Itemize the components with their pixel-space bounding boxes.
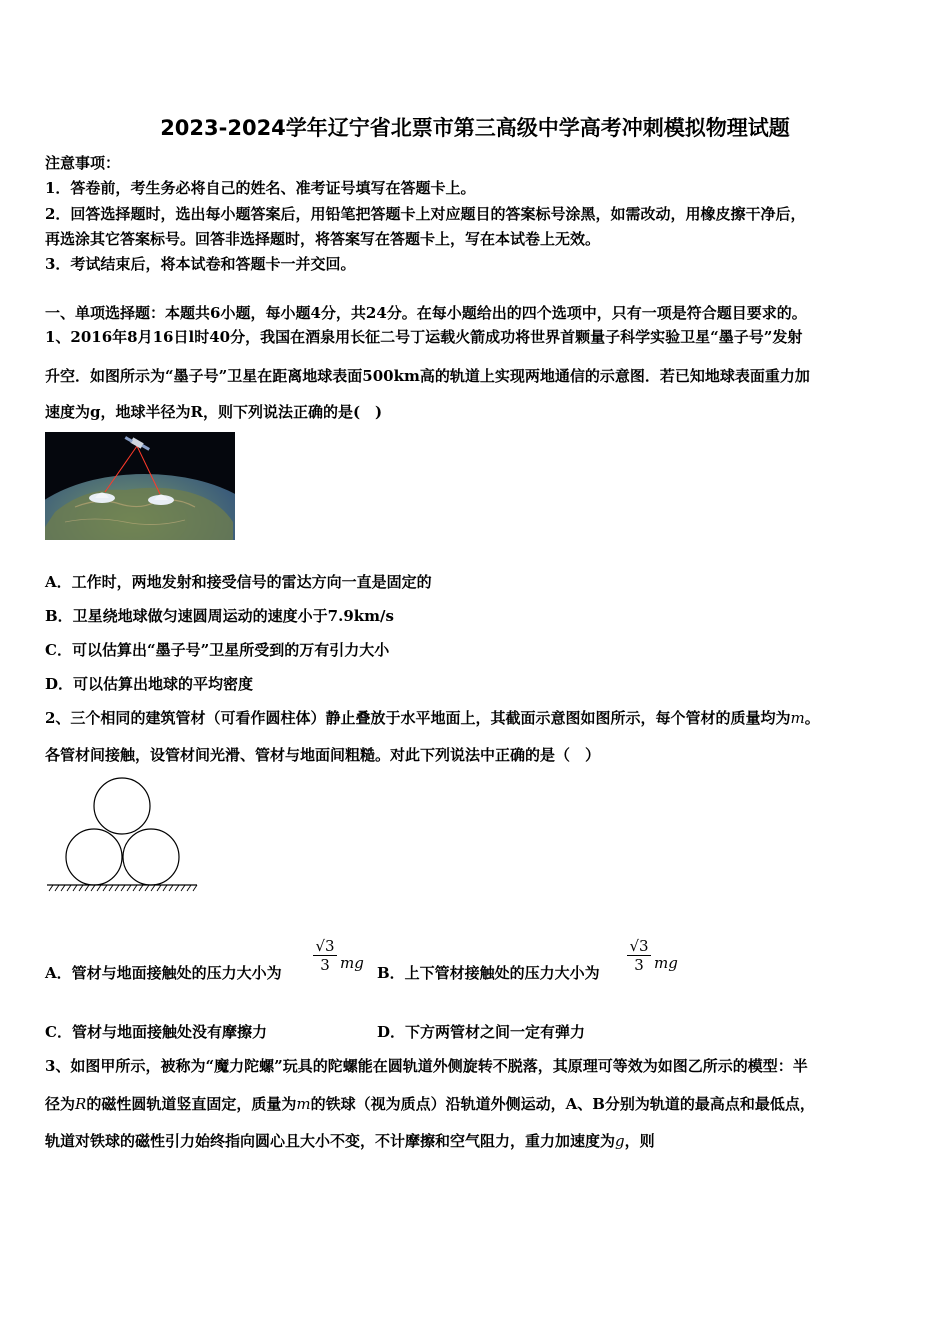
mg-term: mg <box>340 954 364 972</box>
question-text: 3、如图甲所示，被称为“魔力陀螺”玩具的陀螺能在圆轨道外侧旋转不脱落，其原理可等效为如图乙所示的模型：半 <box>45 1057 808 1075</box>
question-text: 升空．如图所示为“墨子号”卫星在距离地球表面500km高的轨道上实现两地通信的示意图．若已知地球表面重力加 <box>45 367 810 385</box>
fraction-numerator: √3 <box>313 937 337 956</box>
mg-term: mg <box>654 954 678 972</box>
question-text-main: 2、三个相同的建筑管材（可看作圆柱体）静止叠放于水平地面上，其截面示意图如图所示，每个管材的质量均为 <box>45 709 791 727</box>
pipes-figure <box>45 776 200 892</box>
gravity-variable: g <box>615 1132 625 1150</box>
satellite-figure <box>45 432 235 540</box>
question-text-part: 的铁球（视为质点）沿轨道外侧运动，A、B分别为轨道的最高点和最低点， <box>310 1095 815 1113</box>
radius-variable: R <box>75 1095 87 1113</box>
option-a: A．工作时，两地发射和接受信号的雷达方向一直是固定的 <box>45 573 432 591</box>
notes-item: 3．考试结束后，将本试卷和答题卡一并交回。 <box>45 255 356 273</box>
question-text: 各管材间接触，设管材间光滑、管材与地面间粗糙。对此下列说法中正确的是（ ） <box>45 746 601 764</box>
fraction-a <box>313 937 337 974</box>
fraction-numerator: √3 <box>627 937 651 956</box>
question-text-part: 径为 <box>45 1095 76 1113</box>
option-a: A．管材与地面接触处的压力大小为 <box>45 964 282 982</box>
section-heading: 一、单项选择题：本题共6小题，每小题4分，共24分。在每小题给出的四个选项中，只有一项是符合题目要求的。 <box>45 304 807 322</box>
question-text <box>45 1093 815 1114</box>
fraction-b <box>627 937 651 974</box>
question-text-end: 。 <box>804 709 820 727</box>
option-b: B．上下管材接触处的压力大小为 <box>377 964 600 982</box>
question-text: 1、2016年8月16日l时40分，我国在酒泉用长征二号丁运载火箭成功将世界首颗量子科学实验卫星“墨子号”发射 <box>45 328 803 346</box>
option-d: D．下方两管材之间一定有弹力 <box>377 1023 586 1041</box>
question-text-part: ，则 <box>624 1132 655 1150</box>
fraction-denominator: 3 <box>320 956 330 974</box>
notes-heading: 注意事项： <box>45 154 121 172</box>
page-title: 2023-2024学年辽宁省北票市第三高级中学高考冲刺模拟物理试题 <box>160 116 790 140</box>
notes-item: 再选涂其它答案标号。回答非选择题时，将答案写在答题卡上，写在本试卷上无效。 <box>45 230 601 248</box>
question-text-part: 的磁性圆轨道竖直固定，质量为 <box>86 1095 297 1113</box>
mass-variable: m <box>296 1095 311 1113</box>
option-c: C．管材与地面接触处没有摩擦力 <box>45 1023 267 1041</box>
question-text-part: 轨道对铁球的磁性引力始终指向圆心且大小不变，不计摩擦和空气阻力，重力加速度为 <box>45 1132 616 1150</box>
fraction-denominator: 3 <box>634 956 644 974</box>
option-b: B．卫星绕地球做匀速圆周运动的速度小于7.9km/s <box>45 607 394 625</box>
notes-item: 2．回答选择题时，选出每小题答案后，用铅笔把答题卡上对应题目的答案标号涂黑，如需改动，用橡皮擦干净后， <box>45 205 806 223</box>
option-d: D．可以估算出地球的平均密度 <box>45 675 254 693</box>
option-c: C．可以估算出“墨子号”卫星所受到的万有引力大小 <box>45 641 390 659</box>
question-text <box>45 1130 655 1151</box>
notes-item: 1．答卷前，考生务必将自己的姓名、准考证号填写在答题卡上。 <box>45 179 476 197</box>
mass-variable: m <box>790 709 805 727</box>
question-text <box>45 707 820 728</box>
question-text: 速度为g，地球半径为R，则下列说法正确的是( ) <box>45 403 383 421</box>
